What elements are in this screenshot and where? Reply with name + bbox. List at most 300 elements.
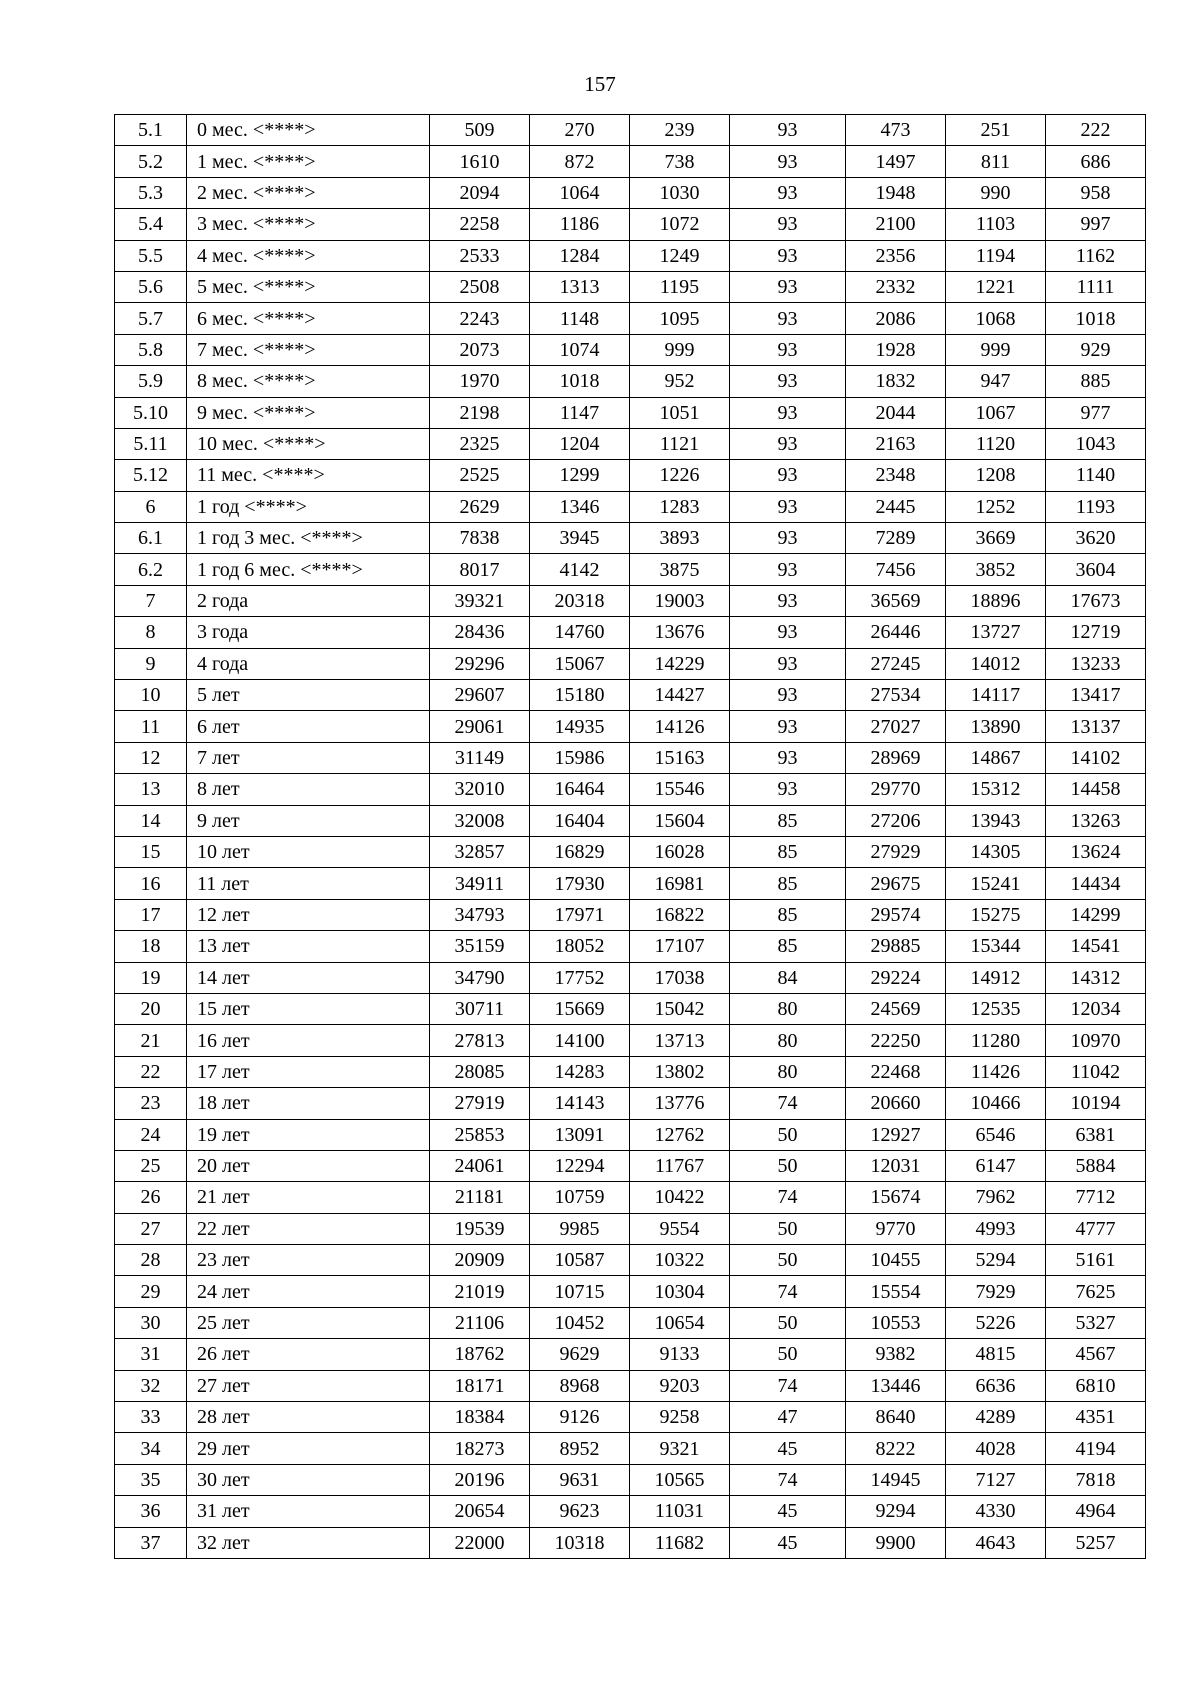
row-number-cell: 5.7 xyxy=(115,303,187,334)
value-cell: 13802 xyxy=(630,1056,730,1087)
row-number-cell: 5.1 xyxy=(115,115,187,146)
value-cell: 93 xyxy=(730,554,846,585)
row-number-cell: 12 xyxy=(115,742,187,773)
row-number-cell: 9 xyxy=(115,648,187,679)
table-row xyxy=(115,711,1146,742)
value-cell: 13233 xyxy=(1046,648,1146,679)
value-cell: 93 xyxy=(730,680,846,711)
value-cell: 14541 xyxy=(1046,931,1146,962)
value-cell: 18384 xyxy=(430,1402,530,1433)
value-cell: 16829 xyxy=(530,836,630,867)
table-row xyxy=(115,962,1146,993)
value-cell: 11682 xyxy=(630,1527,730,1558)
value-cell: 80 xyxy=(730,1025,846,1056)
value-cell: 8952 xyxy=(530,1433,630,1464)
value-cell: 20654 xyxy=(430,1496,530,1527)
value-cell: 4567 xyxy=(1046,1339,1146,1370)
value-cell: 3875 xyxy=(630,554,730,585)
value-cell: 25853 xyxy=(430,1119,530,1150)
value-cell: 1299 xyxy=(530,460,630,491)
value-cell: 74 xyxy=(730,1370,846,1401)
value-cell: 21019 xyxy=(430,1276,530,1307)
value-cell: 885 xyxy=(1046,366,1146,397)
table-row xyxy=(115,1276,1146,1307)
value-cell: 13091 xyxy=(530,1119,630,1150)
value-cell: 20909 xyxy=(430,1245,530,1276)
value-cell: 10715 xyxy=(530,1276,630,1307)
value-cell: 1970 xyxy=(430,366,530,397)
row-number-cell: 10 xyxy=(115,680,187,711)
value-cell: 14283 xyxy=(530,1056,630,1087)
value-cell: 1074 xyxy=(530,334,630,365)
value-cell: 14143 xyxy=(530,1088,630,1119)
value-cell: 3620 xyxy=(1046,523,1146,554)
row-number-cell: 17 xyxy=(115,899,187,930)
value-cell: 12294 xyxy=(530,1150,630,1181)
value-cell: 10565 xyxy=(630,1464,730,1495)
value-cell: 6381 xyxy=(1046,1119,1146,1150)
table-row xyxy=(115,1527,1146,1558)
value-cell: 14299 xyxy=(1046,899,1146,930)
value-cell: 20660 xyxy=(846,1088,946,1119)
value-cell: 15180 xyxy=(530,680,630,711)
value-cell: 15312 xyxy=(946,774,1046,805)
value-cell: 990 xyxy=(946,177,1046,208)
row-number-cell: 5.9 xyxy=(115,366,187,397)
value-cell: 1249 xyxy=(630,240,730,271)
value-cell: 251 xyxy=(946,115,1046,146)
value-cell: 13890 xyxy=(946,711,1046,742)
value-cell: 1195 xyxy=(630,271,730,302)
value-cell: 1147 xyxy=(530,397,630,428)
value-cell: 15674 xyxy=(846,1182,946,1213)
age-label-cell: 29 лет xyxy=(187,1433,430,1464)
value-cell: 2073 xyxy=(430,334,530,365)
value-cell: 29675 xyxy=(846,868,946,899)
value-cell: 93 xyxy=(730,271,846,302)
value-cell: 10455 xyxy=(846,1245,946,1276)
value-cell: 1043 xyxy=(1046,428,1146,459)
age-label-cell: 25 лет xyxy=(187,1307,430,1338)
table-row xyxy=(115,428,1146,459)
value-cell: 85 xyxy=(730,899,846,930)
value-cell: 93 xyxy=(730,334,846,365)
row-number-cell: 5.11 xyxy=(115,428,187,459)
value-cell: 20196 xyxy=(430,1464,530,1495)
value-cell: 80 xyxy=(730,1056,846,1087)
value-cell: 7962 xyxy=(946,1182,1046,1213)
age-label-cell: 10 мес. <****> xyxy=(187,428,430,459)
table-row xyxy=(115,303,1146,334)
value-cell: 14427 xyxy=(630,680,730,711)
value-cell: 11031 xyxy=(630,1496,730,1527)
value-cell: 22468 xyxy=(846,1056,946,1087)
age-label-cell: 8 лет xyxy=(187,774,430,805)
value-cell: 3893 xyxy=(630,523,730,554)
value-cell: 93 xyxy=(730,742,846,773)
age-label-cell: 8 мес. <****> xyxy=(187,366,430,397)
value-cell: 4330 xyxy=(946,1496,1046,1527)
value-cell: 13676 xyxy=(630,617,730,648)
age-label-cell: 31 лет xyxy=(187,1496,430,1527)
row-number-cell: 11 xyxy=(115,711,187,742)
value-cell: 14945 xyxy=(846,1464,946,1495)
value-cell: 4815 xyxy=(946,1339,1046,1370)
age-label-cell: 3 мес. <****> xyxy=(187,209,430,240)
table-row xyxy=(115,1307,1146,1338)
age-label-cell: 23 лет xyxy=(187,1245,430,1276)
value-cell: 13727 xyxy=(946,617,1046,648)
value-cell: 6636 xyxy=(946,1370,1046,1401)
table-row xyxy=(115,585,1146,616)
value-cell: 2198 xyxy=(430,397,530,428)
value-cell: 47 xyxy=(730,1402,846,1433)
table-row xyxy=(115,680,1146,711)
value-cell: 5294 xyxy=(946,1245,1046,1276)
page-number: 157 xyxy=(584,72,616,96)
value-cell: 31149 xyxy=(430,742,530,773)
value-cell: 50 xyxy=(730,1119,846,1150)
value-cell: 15669 xyxy=(530,993,630,1024)
value-cell: 2044 xyxy=(846,397,946,428)
age-label-cell: 5 мес. <****> xyxy=(187,271,430,302)
table-row xyxy=(115,523,1146,554)
value-cell: 10759 xyxy=(530,1182,630,1213)
age-label-cell: 6 лет xyxy=(187,711,430,742)
value-cell: 18273 xyxy=(430,1433,530,1464)
value-cell: 14012 xyxy=(946,648,1046,679)
age-label-cell: 11 лет xyxy=(187,868,430,899)
value-cell: 8968 xyxy=(530,1370,630,1401)
value-cell: 15241 xyxy=(946,868,1046,899)
value-cell: 27206 xyxy=(846,805,946,836)
row-number-cell: 18 xyxy=(115,931,187,962)
age-label-cell: 1 мес. <****> xyxy=(187,146,430,177)
value-cell: 13713 xyxy=(630,1025,730,1056)
value-cell: 1948 xyxy=(846,177,946,208)
value-cell: 29607 xyxy=(430,680,530,711)
value-cell: 4964 xyxy=(1046,1496,1146,1527)
row-number-cell: 19 xyxy=(115,962,187,993)
value-cell: 1497 xyxy=(846,146,946,177)
value-cell: 11767 xyxy=(630,1150,730,1181)
table-row xyxy=(115,1496,1146,1527)
row-number-cell: 7 xyxy=(115,585,187,616)
age-label-cell: 1 год 6 мес. <****> xyxy=(187,554,430,585)
value-cell: 93 xyxy=(730,428,846,459)
table-row xyxy=(115,209,1146,240)
value-cell: 19003 xyxy=(630,585,730,616)
row-number-cell: 28 xyxy=(115,1245,187,1276)
row-number-cell: 5.10 xyxy=(115,397,187,428)
age-label-cell: 18 лет xyxy=(187,1088,430,1119)
value-cell: 999 xyxy=(946,334,1046,365)
value-cell: 20318 xyxy=(530,585,630,616)
value-cell: 17673 xyxy=(1046,585,1146,616)
value-cell: 10422 xyxy=(630,1182,730,1213)
value-cell: 1208 xyxy=(946,460,1046,491)
value-cell: 15554 xyxy=(846,1276,946,1307)
value-cell: 8222 xyxy=(846,1433,946,1464)
value-cell: 1162 xyxy=(1046,240,1146,271)
row-number-cell: 22 xyxy=(115,1056,187,1087)
value-cell: 686 xyxy=(1046,146,1146,177)
value-cell: 1095 xyxy=(630,303,730,334)
value-cell: 13943 xyxy=(946,805,1046,836)
table-row xyxy=(115,1056,1146,1087)
value-cell: 27534 xyxy=(846,680,946,711)
value-cell: 12927 xyxy=(846,1119,946,1150)
row-number-cell: 23 xyxy=(115,1088,187,1119)
value-cell: 12034 xyxy=(1046,993,1146,1024)
value-cell: 29885 xyxy=(846,931,946,962)
row-number-cell: 16 xyxy=(115,868,187,899)
value-cell: 13417 xyxy=(1046,680,1146,711)
row-number-cell: 32 xyxy=(115,1370,187,1401)
value-cell: 29574 xyxy=(846,899,946,930)
value-cell: 10587 xyxy=(530,1245,630,1276)
value-cell: 93 xyxy=(730,460,846,491)
value-cell: 738 xyxy=(630,146,730,177)
row-number-cell: 6 xyxy=(115,491,187,522)
value-cell: 28085 xyxy=(430,1056,530,1087)
row-number-cell: 5.2 xyxy=(115,146,187,177)
value-cell: 9623 xyxy=(530,1496,630,1527)
value-cell: 36569 xyxy=(846,585,946,616)
value-cell: 11426 xyxy=(946,1056,1046,1087)
value-cell: 13624 xyxy=(1046,836,1146,867)
row-number-cell: 20 xyxy=(115,993,187,1024)
value-cell: 1072 xyxy=(630,209,730,240)
age-label-cell: 6 мес. <****> xyxy=(187,303,430,334)
value-cell: 11042 xyxy=(1046,1056,1146,1087)
value-cell: 4351 xyxy=(1046,1402,1146,1433)
value-cell: 9382 xyxy=(846,1339,946,1370)
value-cell: 15163 xyxy=(630,742,730,773)
value-cell: 270 xyxy=(530,115,630,146)
value-cell: 509 xyxy=(430,115,530,146)
value-cell: 16404 xyxy=(530,805,630,836)
value-cell: 12719 xyxy=(1046,617,1146,648)
value-cell: 85 xyxy=(730,868,846,899)
value-cell: 12535 xyxy=(946,993,1046,1024)
value-cell: 5226 xyxy=(946,1307,1046,1338)
value-cell: 12031 xyxy=(846,1150,946,1181)
row-number-cell: 21 xyxy=(115,1025,187,1056)
value-cell: 85 xyxy=(730,805,846,836)
table-row xyxy=(115,868,1146,899)
value-cell: 93 xyxy=(730,177,846,208)
value-cell: 2094 xyxy=(430,177,530,208)
value-cell: 1068 xyxy=(946,303,1046,334)
value-cell: 9321 xyxy=(630,1433,730,1464)
value-cell: 1186 xyxy=(530,209,630,240)
value-cell: 4194 xyxy=(1046,1433,1146,1464)
value-cell: 9985 xyxy=(530,1213,630,1244)
row-number-cell: 8 xyxy=(115,617,187,648)
value-cell: 17038 xyxy=(630,962,730,993)
value-cell: 50 xyxy=(730,1307,846,1338)
age-label-cell: 1 год <****> xyxy=(187,491,430,522)
value-cell: 4142 xyxy=(530,554,630,585)
value-cell: 7712 xyxy=(1046,1182,1146,1213)
value-cell: 14912 xyxy=(946,962,1046,993)
value-cell: 9770 xyxy=(846,1213,946,1244)
value-cell: 26446 xyxy=(846,617,946,648)
value-cell: 15042 xyxy=(630,993,730,1024)
value-cell: 74 xyxy=(730,1464,846,1495)
value-cell: 14100 xyxy=(530,1025,630,1056)
value-cell: 27245 xyxy=(846,648,946,679)
value-cell: 35159 xyxy=(430,931,530,962)
value-cell: 14102 xyxy=(1046,742,1146,773)
value-cell: 1111 xyxy=(1046,271,1146,302)
age-label-cell: 2 мес. <****> xyxy=(187,177,430,208)
value-cell: 24061 xyxy=(430,1150,530,1181)
value-cell: 2348 xyxy=(846,460,946,491)
value-cell: 15067 xyxy=(530,648,630,679)
value-cell: 1610 xyxy=(430,146,530,177)
value-cell: 15604 xyxy=(630,805,730,836)
value-cell: 10654 xyxy=(630,1307,730,1338)
value-cell: 93 xyxy=(730,523,846,554)
value-cell: 14760 xyxy=(530,617,630,648)
age-label-cell: 7 мес. <****> xyxy=(187,334,430,365)
value-cell: 10970 xyxy=(1046,1025,1146,1056)
row-number-cell: 5.5 xyxy=(115,240,187,271)
value-cell: 50 xyxy=(730,1245,846,1276)
age-label-cell: 0 мес. <****> xyxy=(187,115,430,146)
value-cell: 93 xyxy=(730,366,846,397)
value-cell: 1018 xyxy=(530,366,630,397)
value-cell: 239 xyxy=(630,115,730,146)
value-cell: 21181 xyxy=(430,1182,530,1213)
value-cell: 17971 xyxy=(530,899,630,930)
value-cell: 9900 xyxy=(846,1527,946,1558)
value-cell: 34793 xyxy=(430,899,530,930)
value-cell: 3945 xyxy=(530,523,630,554)
row-number-cell: 27 xyxy=(115,1213,187,1244)
value-cell: 50 xyxy=(730,1150,846,1181)
value-cell: 1928 xyxy=(846,334,946,365)
value-cell: 3669 xyxy=(946,523,1046,554)
value-cell: 93 xyxy=(730,397,846,428)
table-row xyxy=(115,491,1146,522)
age-label-cell: 32 лет xyxy=(187,1527,430,1558)
age-label-cell: 30 лет xyxy=(187,1464,430,1495)
value-cell: 93 xyxy=(730,146,846,177)
value-cell: 1064 xyxy=(530,177,630,208)
value-cell: 1204 xyxy=(530,428,630,459)
value-cell: 7838 xyxy=(430,523,530,554)
value-cell: 93 xyxy=(730,617,846,648)
age-label-cell: 19 лет xyxy=(187,1119,430,1150)
age-label-cell: 11 мес. <****> xyxy=(187,460,430,491)
row-number-cell: 5.3 xyxy=(115,177,187,208)
value-cell: 93 xyxy=(730,774,846,805)
table-row xyxy=(115,1150,1146,1181)
table-row xyxy=(115,177,1146,208)
value-cell: 14458 xyxy=(1046,774,1146,805)
value-cell: 34790 xyxy=(430,962,530,993)
value-cell: 4643 xyxy=(946,1527,1046,1558)
value-cell: 9554 xyxy=(630,1213,730,1244)
value-cell: 997 xyxy=(1046,209,1146,240)
value-cell: 4777 xyxy=(1046,1213,1146,1244)
table-row xyxy=(115,742,1146,773)
value-cell: 1221 xyxy=(946,271,1046,302)
value-cell: 50 xyxy=(730,1213,846,1244)
row-number-cell: 29 xyxy=(115,1276,187,1307)
age-label-cell: 15 лет xyxy=(187,993,430,1024)
value-cell: 947 xyxy=(946,366,1046,397)
age-label-cell: 9 лет xyxy=(187,805,430,836)
value-cell: 85 xyxy=(730,836,846,867)
population-table xyxy=(114,114,1146,1559)
value-cell: 19539 xyxy=(430,1213,530,1244)
value-cell: 2325 xyxy=(430,428,530,459)
age-label-cell: 3 года xyxy=(187,617,430,648)
value-cell: 5161 xyxy=(1046,1245,1146,1276)
row-number-cell: 6.2 xyxy=(115,554,187,585)
row-number-cell: 5.4 xyxy=(115,209,187,240)
value-cell: 1051 xyxy=(630,397,730,428)
row-number-cell: 25 xyxy=(115,1150,187,1181)
value-cell: 29061 xyxy=(430,711,530,742)
value-cell: 39321 xyxy=(430,585,530,616)
table-row xyxy=(115,1402,1146,1433)
row-number-cell: 31 xyxy=(115,1339,187,1370)
age-label-cell: 24 лет xyxy=(187,1276,430,1307)
age-label-cell: 14 лет xyxy=(187,962,430,993)
table-row xyxy=(115,1433,1146,1464)
value-cell: 10322 xyxy=(630,1245,730,1276)
value-cell: 9133 xyxy=(630,1339,730,1370)
value-cell: 10318 xyxy=(530,1527,630,1558)
value-cell: 2508 xyxy=(430,271,530,302)
value-cell: 2332 xyxy=(846,271,946,302)
table-row xyxy=(115,366,1146,397)
row-number-cell: 14 xyxy=(115,805,187,836)
value-cell: 17930 xyxy=(530,868,630,899)
value-cell: 14867 xyxy=(946,742,1046,773)
table-row xyxy=(115,1339,1146,1370)
value-cell: 811 xyxy=(946,146,1046,177)
value-cell: 7289 xyxy=(846,523,946,554)
value-cell: 1148 xyxy=(530,303,630,334)
value-cell: 93 xyxy=(730,585,846,616)
value-cell: 93 xyxy=(730,648,846,679)
value-cell: 32008 xyxy=(430,805,530,836)
row-number-cell: 13 xyxy=(115,774,187,805)
value-cell: 24569 xyxy=(846,993,946,1024)
value-cell: 1120 xyxy=(946,428,1046,459)
value-cell: 45 xyxy=(730,1496,846,1527)
value-cell: 32010 xyxy=(430,774,530,805)
table-row xyxy=(115,931,1146,962)
table-row xyxy=(115,774,1146,805)
value-cell: 2243 xyxy=(430,303,530,334)
value-cell: 3852 xyxy=(946,554,1046,585)
value-cell: 13137 xyxy=(1046,711,1146,742)
row-number-cell: 36 xyxy=(115,1496,187,1527)
value-cell: 93 xyxy=(730,209,846,240)
value-cell: 4993 xyxy=(946,1213,1046,1244)
value-cell: 84 xyxy=(730,962,846,993)
value-cell: 45 xyxy=(730,1433,846,1464)
value-cell: 50 xyxy=(730,1339,846,1370)
row-number-cell: 5.8 xyxy=(115,334,187,365)
